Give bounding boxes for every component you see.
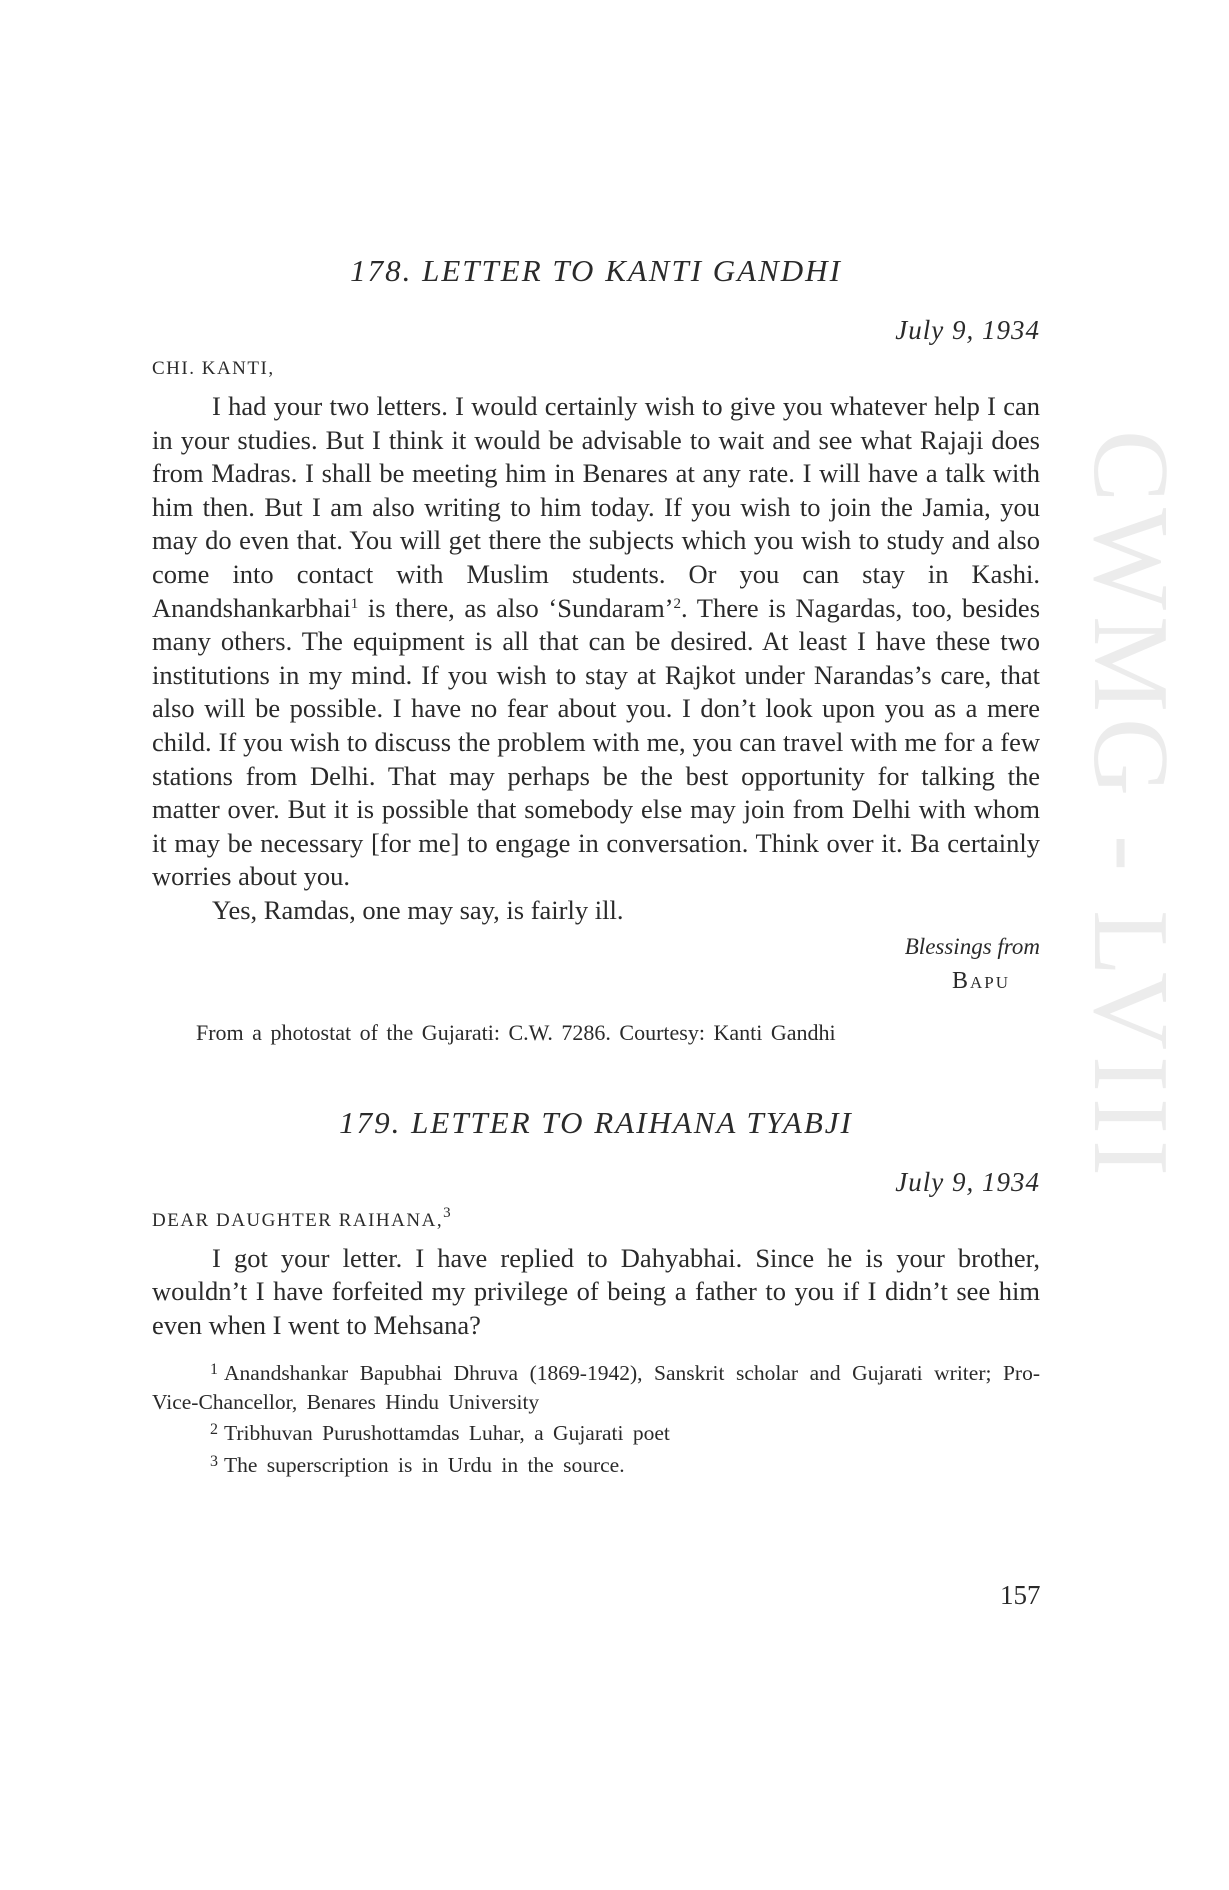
footnote-number: 1	[210, 1361, 218, 1379]
footnote-number: 2	[210, 1421, 218, 1439]
body-paragraph	[152, 390, 1040, 894]
page-number: 157	[1000, 1580, 1041, 1610]
footnotes	[152, 1356, 1040, 1479]
letter-title: 179. LETTER TO RAIHANA TYABJI	[339, 1104, 853, 1140]
footnote-ref: 3	[443, 1204, 453, 1221]
footnote	[152, 1448, 1040, 1480]
salutation-text: DEAR DAUGHTER RAIHANA,	[152, 1209, 444, 1231]
closing-text: Blessings from	[904, 933, 1040, 959]
letter-body	[152, 1242, 1040, 1343]
footnote-text: The superscription is in Urdu in the source.	[224, 1452, 625, 1477]
footnote	[152, 1416, 1040, 1448]
footnote-ref: 2	[673, 595, 682, 612]
footnote-text: Tribhuvan Purushottamdas Luhar, a Gujarati poet	[224, 1421, 670, 1446]
footnote-text: Anandshankar Bapubhai Dhruva (1869-1942), Sanskrit scholar and Gujarati writer; Pro-Vice-Chancellor, Benares Hindu University	[152, 1361, 1040, 1414]
body-text-segment: I had your two letters. I would certainly wish to give you whatever help I can in your studies. But I think it would be advisable to wait and see what Rajaji does from Madras. I shall be meeting him in Benares at any rate. I will have a talk with him then. But I am also writing to him today. If you wish to join the Jamia, you may do even that. You will get there the subjects which you wish to study and also come into contact with Muslim students. Or you can stay in Kashi. Anandshankarbhai	[152, 391, 1040, 623]
footnote-ref: 1	[350, 595, 359, 612]
salutation: CHI. KANTI,	[152, 358, 275, 379]
body-text-segment: . There is Nagardas, too, besides many others. The equipment is all that can be desired. At least I have these two institutions in my mind. If you wish to stay at Rajkot under Narandas’s care, that also will be possible. I have no fear about you. I don’t look upon you as a mere child. If you wish to discuss the problem with me, you can travel with me for a few stations from Delhi. That may perhaps be the best opportunity for talking the matter over. But it is possible that somebody else may join from Delhi with whom it may be necessary [for me] to engage in conversation. Think over it. Ba certainly worries about you.	[152, 592, 1041, 892]
page-content	[152, 250, 1040, 1479]
closing-block	[152, 930, 1040, 998]
footnote	[152, 1356, 1040, 1416]
letter-body	[152, 390, 1040, 928]
body-paragraph: Yes, Ramdas, one may say, is fairly ill.	[212, 894, 624, 925]
signature: Bapu	[951, 967, 1010, 994]
salutation	[152, 1204, 1040, 1238]
footnote-number: 3	[210, 1452, 218, 1470]
letter-title: 178. LETTER TO KANTI GANDHI	[350, 253, 842, 288]
letter-date: July 9, 1934	[895, 315, 1040, 345]
source-note: From a photostat of the Gujarati: C.W. 7286. Courtesy: Kanti Gandhi	[196, 1019, 836, 1045]
watermark: CWMG - LVIII	[1071, 430, 1190, 1182]
body-text-segment: is there, as also ‘Sundaram’	[358, 592, 674, 623]
letter-date: July 9, 1934	[895, 1166, 1040, 1197]
body-paragraph: I got your letter. I have replied to Dahyabhai. Since he is your brother, wouldn’t I have forfeited my privilege of being a father to you if I didn’t see him even when I went to Mehsana?	[152, 1242, 1040, 1340]
